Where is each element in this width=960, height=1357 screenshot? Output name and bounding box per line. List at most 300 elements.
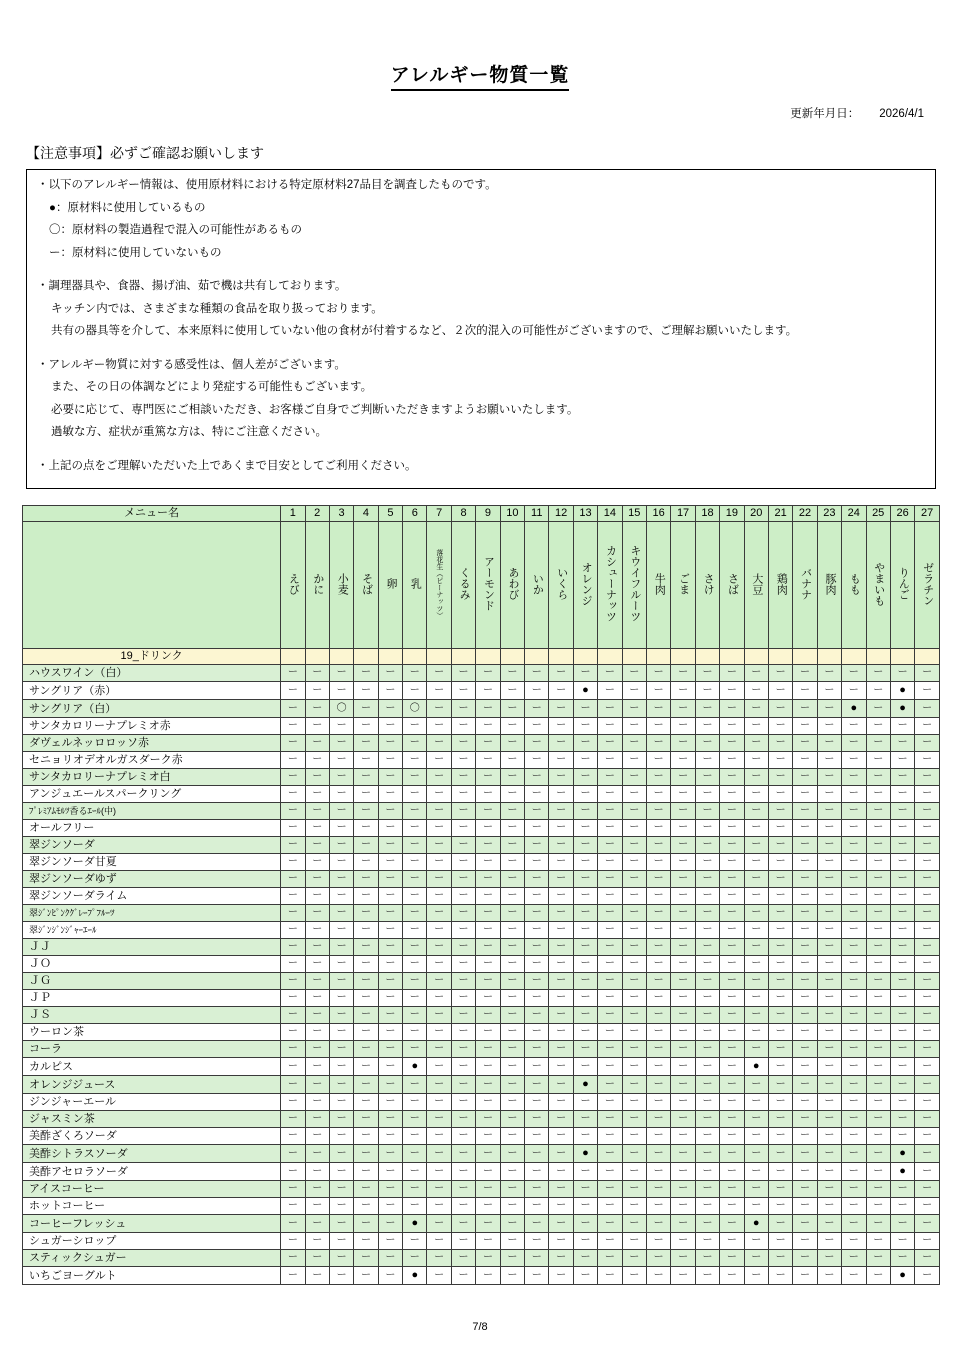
allergen-cell-21: ー <box>768 905 792 922</box>
menu-item-name: 翠ジンソーダ甘夏 <box>23 854 281 871</box>
allergen-cell-6: ー <box>403 939 427 956</box>
allergen-cell-22: ー <box>793 1111 817 1128</box>
allergen-cell-8: ー <box>451 1007 475 1024</box>
menu-item-name: 翠ｼﾞﾝﾋﾟﾝｸｸﾞﾚｰﾌﾟﾌﾙｰﾂ <box>23 905 281 922</box>
allergen-cell-2: ー <box>305 1145 329 1163</box>
allergen-cell-26: ー <box>890 1007 914 1024</box>
allergen-cell-1: ー <box>281 1215 305 1233</box>
allergen-cell-23: ー <box>817 1198 841 1215</box>
allergen-cell-13: ー <box>573 1041 597 1058</box>
menu-item-name: 翠ジンソーダ <box>23 837 281 854</box>
allergen-cell-12: ー <box>549 1076 573 1094</box>
allergen-cell-9: ー <box>476 1250 500 1267</box>
allergen-cell-3: ー <box>329 803 353 820</box>
allergen-cell-8: ー <box>451 682 475 700</box>
allergen-cell-10: ー <box>500 1058 524 1076</box>
allergen-cell-8: ー <box>451 1058 475 1076</box>
allergen-cell-12: ー <box>549 665 573 682</box>
allergen-cell-7: ー <box>427 1128 451 1145</box>
allergen-cell-12: ー <box>549 1024 573 1041</box>
menu-item-name: 美酢アセロラソーダ <box>23 1163 281 1181</box>
allergen-cell-17: ー <box>671 1250 695 1267</box>
table-row <box>23 803 940 820</box>
allergen-cell-18: ー <box>695 665 719 682</box>
allergen-cell-26: ー <box>890 837 914 854</box>
allergen-cell-23: ー <box>817 700 841 718</box>
allergen-cell-12: ー <box>549 837 573 854</box>
allergen-cell-4: ー <box>354 990 378 1007</box>
allergen-cell-19: ー <box>720 1233 744 1250</box>
allergen-cell-17: ー <box>671 682 695 700</box>
allergen-name-24: もも <box>842 522 866 649</box>
allergen-cell-16: ー <box>646 718 670 735</box>
category-cell <box>451 649 475 665</box>
allergen-cell-2: ー <box>305 735 329 752</box>
allergen-cell-20: ー <box>744 990 768 1007</box>
allergen-cell-24: ー <box>842 973 866 990</box>
allergen-cell-26: ー <box>890 1198 914 1215</box>
allergen-cell-20: ー <box>744 1181 768 1198</box>
allergen-cell-21: ー <box>768 1181 792 1198</box>
allergen-cell-18: ー <box>695 803 719 820</box>
menu-item-name: ＪＧ <box>23 973 281 990</box>
allergen-cell-12: ー <box>549 1181 573 1198</box>
allergen-cell-10: ー <box>500 1233 524 1250</box>
allergen-cell-24: ー <box>842 990 866 1007</box>
allergen-cell-13: ー <box>573 1250 597 1267</box>
category-cell <box>768 649 792 665</box>
category-cell <box>842 649 866 665</box>
allergen-cell-1: ー <box>281 752 305 769</box>
allergen-cell-18: ー <box>695 871 719 888</box>
allergen-cell-7: ー <box>427 1267 451 1285</box>
allergen-cell-25: ー <box>866 1076 890 1094</box>
allergen-cell-8: ー <box>451 735 475 752</box>
menu-item-name: スティックシュガー <box>23 1250 281 1267</box>
allergen-cell-3: ー <box>329 1250 353 1267</box>
allergen-cell-23: ー <box>817 1128 841 1145</box>
allergen-cell-22: ー <box>793 752 817 769</box>
allergen-cell-12: ー <box>549 871 573 888</box>
allergen-cell-27: ー <box>915 956 940 973</box>
allergen-cell-13: ー <box>573 888 597 905</box>
table-row <box>23 1094 940 1111</box>
allergen-cell-20: ー <box>744 1145 768 1163</box>
allergen-cell-9: ー <box>476 888 500 905</box>
allergen-cell-23: ー <box>817 1145 841 1163</box>
allergen-cell-8: ー <box>451 1094 475 1111</box>
allergen-cell-4: ー <box>354 786 378 803</box>
allergen-cell-23: ー <box>817 939 841 956</box>
allergen-cell-8: ー <box>451 718 475 735</box>
menu-item-name: いちごヨーグルト <box>23 1267 281 1285</box>
allergen-cell-21: ー <box>768 1024 792 1041</box>
allergen-cell-1: ー <box>281 1024 305 1041</box>
allergen-cell-16: ー <box>646 1007 670 1024</box>
allergen-cell-2: ー <box>305 682 329 700</box>
allergen-cell-17: ー <box>671 1111 695 1128</box>
allergen-cell-10: ー <box>500 1111 524 1128</box>
allergen-cell-13: ● <box>573 1076 597 1094</box>
allergen-cell-15: ー <box>622 1041 646 1058</box>
allergen-cell-27: ー <box>915 769 940 786</box>
allergen-cell-21: ー <box>768 1215 792 1233</box>
allergen-cell-26: ー <box>890 718 914 735</box>
allergen-cell-2: ー <box>305 905 329 922</box>
allergen-cell-10: ー <box>500 700 524 718</box>
allergen-cell-6: ー <box>403 769 427 786</box>
table-head <box>23 506 940 649</box>
allergen-cell-5: ー <box>378 1145 402 1163</box>
table-row <box>23 769 940 786</box>
allergen-cell-12: ー <box>549 1198 573 1215</box>
allergen-cell-9: ー <box>476 1007 500 1024</box>
allergen-name-4: そば <box>354 522 378 649</box>
allergen-cell-19: ー <box>720 1250 744 1267</box>
allergen-cell-3: ー <box>329 1094 353 1111</box>
allergen-cell-8: ー <box>451 1128 475 1145</box>
category-cell <box>793 649 817 665</box>
allergen-cell-1: ー <box>281 769 305 786</box>
allergen-table-container <box>22 505 940 1285</box>
allergen-cell-26: ー <box>890 1058 914 1076</box>
allergen-cell-15: ー <box>622 1145 646 1163</box>
notice-box <box>26 169 936 489</box>
allergen-cell-15: ー <box>622 1215 646 1233</box>
allergen-cell-13: ー <box>573 1215 597 1233</box>
allergen-cell-26: ー <box>890 1041 914 1058</box>
allergen-cell-17: ー <box>671 769 695 786</box>
allergen-cell-19: ー <box>720 1058 744 1076</box>
allergen-cell-3: ー <box>329 922 353 939</box>
allergen-cell-25: ー <box>866 700 890 718</box>
allergen-cell-7: ー <box>427 922 451 939</box>
allergen-cell-18: ー <box>695 1215 719 1233</box>
allergen-cell-16: ー <box>646 905 670 922</box>
allergen-cell-3: ー <box>329 1076 353 1094</box>
allergen-cell-3: ー <box>329 752 353 769</box>
allergen-cell-7: ー <box>427 837 451 854</box>
allergen-cell-9: ー <box>476 820 500 837</box>
allergen-cell-27: ー <box>915 1198 940 1215</box>
allergen-cell-22: ー <box>793 939 817 956</box>
allergen-cell-17: ー <box>671 700 695 718</box>
allergen-cell-12: ー <box>549 1094 573 1111</box>
table-row <box>23 939 940 956</box>
allergen-cell-1: ー <box>281 700 305 718</box>
allergen-cell-20: ー <box>744 1094 768 1111</box>
allergen-cell-5: ー <box>378 1024 402 1041</box>
allergen-cell-16: ー <box>646 786 670 803</box>
allergen-number-13: 13 <box>573 506 597 522</box>
allergen-cell-22: ー <box>793 1094 817 1111</box>
category-cell <box>305 649 329 665</box>
allergen-cell-25: ー <box>866 888 890 905</box>
allergen-cell-12: ー <box>549 939 573 956</box>
allergen-cell-9: ー <box>476 752 500 769</box>
allergen-cell-20: ー <box>744 1250 768 1267</box>
allergen-cell-5: ー <box>378 1007 402 1024</box>
allergen-cell-26: ● <box>890 1145 914 1163</box>
allergen-cell-26: ー <box>890 1233 914 1250</box>
allergen-cell-4: ー <box>354 1233 378 1250</box>
allergen-cell-1: ー <box>281 922 305 939</box>
allergen-cell-11: ー <box>525 905 549 922</box>
allergen-cell-5: ー <box>378 1094 402 1111</box>
allergen-cell-9: ー <box>476 1076 500 1094</box>
allergen-cell-19: ー <box>720 1145 744 1163</box>
allergen-cell-19: ー <box>720 888 744 905</box>
allergen-cell-14: ー <box>598 752 622 769</box>
allergen-cell-7: ー <box>427 1007 451 1024</box>
allergen-cell-16: ー <box>646 752 670 769</box>
menu-item-name: ハウスワイン（白） <box>23 665 281 682</box>
allergen-cell-14: ー <box>598 922 622 939</box>
allergen-cell-21: ー <box>768 871 792 888</box>
allergen-cell-19: ー <box>720 990 744 1007</box>
menu-item-name: サングリア（赤） <box>23 682 281 700</box>
allergen-cell-12: ー <box>549 718 573 735</box>
allergen-name-9: アーモンド <box>476 522 500 649</box>
allergen-cell-25: ー <box>866 769 890 786</box>
allergen-cell-8: ー <box>451 922 475 939</box>
allergen-name-12: いくら <box>549 522 573 649</box>
allergen-cell-8: ー <box>451 956 475 973</box>
allergen-cell-14: ー <box>598 769 622 786</box>
allergen-cell-10: ー <box>500 1024 524 1041</box>
allergen-cell-24: ー <box>842 803 866 820</box>
allergen-cell-24: ー <box>842 1041 866 1058</box>
allergen-cell-24: ー <box>842 1215 866 1233</box>
allergen-cell-10: ー <box>500 1198 524 1215</box>
allergen-cell-9: ー <box>476 682 500 700</box>
allergen-cell-17: ー <box>671 1128 695 1145</box>
allergen-cell-27: ー <box>915 1250 940 1267</box>
allergen-cell-25: ー <box>866 1145 890 1163</box>
allergen-cell-14: ー <box>598 735 622 752</box>
update-date-value: 2026/4/1 <box>879 108 924 120</box>
allergen-cell-9: ー <box>476 922 500 939</box>
allergen-cell-12: ー <box>549 905 573 922</box>
allergen-cell-14: ー <box>598 1024 622 1041</box>
allergen-cell-16: ー <box>646 1024 670 1041</box>
allergen-name-14: カシューナッツ <box>598 522 622 649</box>
allergen-cell-15: ー <box>622 990 646 1007</box>
allergen-cell-18: ー <box>695 752 719 769</box>
allergen-cell-18: ー <box>695 682 719 700</box>
allergen-cell-25: ー <box>866 905 890 922</box>
allergen-cell-24: ー <box>842 752 866 769</box>
allergen-cell-7: ー <box>427 1250 451 1267</box>
update-date-label: 更新年月日： <box>790 108 860 120</box>
allergen-cell-2: ー <box>305 973 329 990</box>
table-row <box>23 718 940 735</box>
category-cell <box>744 649 768 665</box>
allergen-cell-5: ー <box>378 1181 402 1198</box>
allergen-cell-7: ー <box>427 769 451 786</box>
allergen-cell-23: ー <box>817 786 841 803</box>
category-cell <box>866 649 890 665</box>
allergen-cell-20: ー <box>744 1041 768 1058</box>
category-cell <box>671 649 695 665</box>
allergen-cell-5: ー <box>378 905 402 922</box>
allergen-cell-17: ー <box>671 922 695 939</box>
allergen-cell-19: ー <box>720 1024 744 1041</box>
allergen-cell-1: ー <box>281 1250 305 1267</box>
allergen-name-15: キウイフルーツ <box>622 522 646 649</box>
allergen-cell-25: ー <box>866 1024 890 1041</box>
allergen-cell-5: ー <box>378 700 402 718</box>
menu-item-name: コーラ <box>23 1041 281 1058</box>
allergen-cell-9: ー <box>476 1267 500 1285</box>
table-row <box>23 1198 940 1215</box>
allergen-cell-26: ー <box>890 871 914 888</box>
allergen-cell-24: ー <box>842 1181 866 1198</box>
allergen-cell-16: ー <box>646 1163 670 1181</box>
allergen-cell-2: ー <box>305 718 329 735</box>
menu-item-name: ＪＳ <box>23 1007 281 1024</box>
allergen-cell-19: ー <box>720 939 744 956</box>
allergen-cell-27: ー <box>915 786 940 803</box>
allergen-cell-22: ー <box>793 871 817 888</box>
allergen-cell-18: ー <box>695 922 719 939</box>
menu-item-name: シュガーシロップ <box>23 1233 281 1250</box>
allergen-cell-15: ー <box>622 922 646 939</box>
allergen-cell-27: ー <box>915 1024 940 1041</box>
allergen-cell-15: ー <box>622 905 646 922</box>
allergen-cell-1: ー <box>281 682 305 700</box>
category-row <box>23 649 940 665</box>
allergen-cell-15: ー <box>622 682 646 700</box>
allergen-cell-26: ー <box>890 939 914 956</box>
allergen-cell-23: ー <box>817 871 841 888</box>
allergen-cell-20: ー <box>744 1163 768 1181</box>
allergen-cell-24: ー <box>842 1198 866 1215</box>
allergen-cell-26: ー <box>890 1181 914 1198</box>
menu-item-name: サンタカロリーナプレミオ赤 <box>23 718 281 735</box>
allergen-cell-22: ー <box>793 956 817 973</box>
allergen-cell-27: ー <box>915 837 940 854</box>
allergen-cell-16: ー <box>646 1181 670 1198</box>
allergen-cell-15: ー <box>622 1076 646 1094</box>
allergen-cell-13: ● <box>573 682 597 700</box>
allergen-number-row <box>23 506 940 522</box>
allergen-cell-15: ー <box>622 665 646 682</box>
allergen-cell-14: ー <box>598 1094 622 1111</box>
allergen-cell-3: ー <box>329 820 353 837</box>
allergen-cell-10: ー <box>500 1076 524 1094</box>
allergen-cell-27: ー <box>915 820 940 837</box>
allergen-cell-14: ー <box>598 803 622 820</box>
allergen-cell-21: ー <box>768 1250 792 1267</box>
allergen-cell-4: ー <box>354 1094 378 1111</box>
allergen-cell-22: ー <box>793 1007 817 1024</box>
table-row <box>23 665 940 682</box>
allergen-cell-25: ー <box>866 682 890 700</box>
allergen-cell-14: ー <box>598 700 622 718</box>
allergen-cell-27: ー <box>915 1215 940 1233</box>
allergen-cell-22: ー <box>793 1076 817 1094</box>
allergen-cell-16: ー <box>646 1076 670 1094</box>
allergen-cell-8: ー <box>451 837 475 854</box>
allergen-cell-21: ー <box>768 700 792 718</box>
allergen-cell-26: ● <box>890 682 914 700</box>
allergen-cell-14: ー <box>598 718 622 735</box>
allergen-cell-1: ー <box>281 735 305 752</box>
table-row <box>23 1233 940 1250</box>
allergen-cell-18: ー <box>695 718 719 735</box>
allergen-cell-27: ー <box>915 854 940 871</box>
allergen-cell-10: ー <box>500 1145 524 1163</box>
allergen-cell-27: ー <box>915 1128 940 1145</box>
allergen-cell-5: ー <box>378 1128 402 1145</box>
allergen-cell-27: ー <box>915 803 940 820</box>
allergen-cell-4: ー <box>354 700 378 718</box>
allergen-cell-17: ー <box>671 1007 695 1024</box>
category-cell <box>817 649 841 665</box>
allergen-cell-9: ー <box>476 1163 500 1181</box>
allergen-cell-4: ー <box>354 1041 378 1058</box>
allergen-cell-25: ー <box>866 665 890 682</box>
allergen-cell-3: ー <box>329 990 353 1007</box>
allergen-cell-7: ー <box>427 803 451 820</box>
allergen-cell-6: ー <box>403 665 427 682</box>
allergen-cell-4: ー <box>354 1145 378 1163</box>
allergen-cell-23: ー <box>817 973 841 990</box>
allergen-cell-13: ー <box>573 752 597 769</box>
allergen-cell-14: ー <box>598 665 622 682</box>
allergen-cell-7: ー <box>427 735 451 752</box>
allergen-cell-7: ー <box>427 1163 451 1181</box>
table-row <box>23 854 940 871</box>
allergen-cell-2: ー <box>305 1058 329 1076</box>
allergen-cell-15: ー <box>622 735 646 752</box>
allergen-cell-6: ー <box>403 820 427 837</box>
allergen-cell-26: ● <box>890 1267 914 1285</box>
allergen-cell-11: ー <box>525 682 549 700</box>
allergen-cell-14: ー <box>598 1181 622 1198</box>
allergen-cell-13: ー <box>573 1267 597 1285</box>
allergen-cell-10: ー <box>500 1181 524 1198</box>
allergen-cell-19: ー <box>720 905 744 922</box>
allergen-cell-11: ー <box>525 769 549 786</box>
allergen-cell-2: ー <box>305 1163 329 1181</box>
allergen-cell-5: ー <box>378 990 402 1007</box>
allergen-cell-6: ー <box>403 990 427 1007</box>
allergen-cell-17: ー <box>671 1041 695 1058</box>
allergen-cell-15: ー <box>622 854 646 871</box>
allergen-cell-1: ー <box>281 1007 305 1024</box>
allergen-cell-27: ー <box>915 1145 940 1163</box>
allergen-cell-1: ー <box>281 905 305 922</box>
allergen-cell-14: ー <box>598 871 622 888</box>
allergen-cell-20: ー <box>744 837 768 854</box>
allergen-cell-25: ー <box>866 939 890 956</box>
allergen-cell-23: ー <box>817 682 841 700</box>
allergen-cell-3: ー <box>329 718 353 735</box>
table-row <box>23 956 940 973</box>
allergen-cell-26: ー <box>890 1024 914 1041</box>
allergen-cell-1: ー <box>281 973 305 990</box>
allergen-cell-4: ー <box>354 854 378 871</box>
allergen-cell-8: ー <box>451 939 475 956</box>
table-row <box>23 752 940 769</box>
allergen-cell-2: ー <box>305 1198 329 1215</box>
allergen-cell-25: ー <box>866 718 890 735</box>
allergen-cell-14: ー <box>598 1267 622 1285</box>
allergen-cell-21: ー <box>768 1198 792 1215</box>
allergen-cell-18: ー <box>695 1076 719 1094</box>
